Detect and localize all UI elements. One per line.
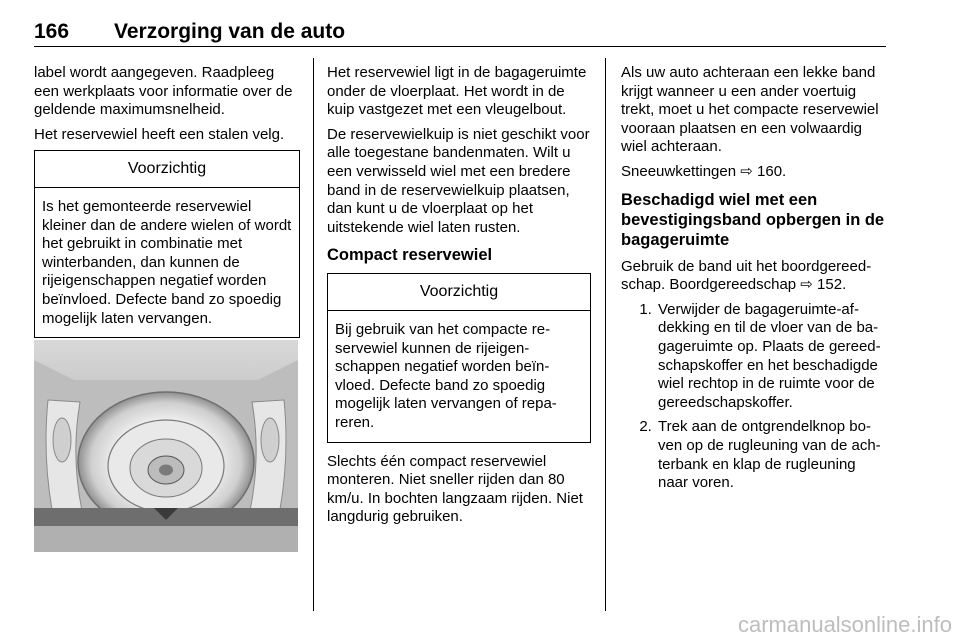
caution-body: Bij gebruik van het compacte reservewiel kunnen de rijeigenschappen negatief worden beïnvloed. Defecte band zo spoedig mogelijk laten vervangen of repareren. xyxy=(335,320,557,431)
page-header xyxy=(34,6,886,47)
caution-body: Is het gemonteerde reservewiel kleiner dan de andere wielen of wordt het gebruikt in combinatie met winterbanden, dan kunnen de rijeigenschappen negatief worden beïnvloed. Defecte band zo spoedig mogelijk laten vervangen. xyxy=(42,197,292,327)
caution-title: Voorzichtig xyxy=(328,274,590,311)
paragraph xyxy=(621,258,887,295)
paragraph-text: Sneeuwkettingen xyxy=(621,162,741,180)
section-heading: Beschadigd wiel met een bevestigingsband opbergen in de bagageruimte xyxy=(621,190,885,249)
page-reference-arrow-icon: ⇨ xyxy=(740,162,753,180)
list-item: 1. Verwijder de bagageruimte-afdekking en til de vloer van de bagageruimte op. Plaats de gereedschapskoffer en het beschadigde wiel rechtop in de ruimte voor de gereedschapskoffer. xyxy=(656,301,887,413)
page-number: 166 xyxy=(34,20,70,43)
column-divider xyxy=(605,58,606,611)
section-heading: Compact reservewiel xyxy=(327,246,493,265)
paragraph: Het reservewiel ligt in de bagageruimte onder de vloerplaat. Het wordt in de kuip vastgezet met een vleugelbout. xyxy=(327,64,587,119)
caution-box xyxy=(327,273,591,442)
paragraph xyxy=(621,163,887,182)
caution-box xyxy=(34,150,300,338)
list-item: 2. Trek aan de ontgrendelknop boven op de rugleuning van de achterbank en klap de rugleuning naar voren. xyxy=(656,418,887,492)
spare-wheel-illustration xyxy=(34,340,298,552)
paragraph: De reservewielkuip is niet geschikt voor alle toegestane bandenmaten. Wilt u een verwisseld wiel met een bredere band in de reservewielkuip plaatsen, dan kunt u de vloerplaat op het uitstekende wiel laten rusten. xyxy=(327,125,590,236)
column-divider xyxy=(313,58,314,611)
watermark: carmanualsonline.info xyxy=(737,612,952,637)
paragraph-text: Gebruik de band uit het boordgereedschap. Boordgereedschap xyxy=(621,257,872,294)
paragraph: Het reservewiel heeft een stalen velg. xyxy=(34,125,285,143)
paragraph: Als uw auto achteraan een lekke band krijgt wanneer u een ander voertuig trekt, moet u het compacte reservewiel vooraan plaatsen en een volwaardig wiel achteraan. xyxy=(621,64,879,156)
steps-list xyxy=(621,301,887,493)
caution-title: Voorzichtig xyxy=(35,151,299,188)
column-2 xyxy=(327,64,591,533)
page-reference[interactable]: 160. xyxy=(757,162,787,180)
paragraph: Slechts één compact reservewiel monteren. Niet sneller rijden dan 80 km/u. In bochten langzaam rijden. Niet langdurig gebruiken. xyxy=(327,452,583,526)
page-reference[interactable]: 152. xyxy=(817,276,847,294)
column-3 xyxy=(621,64,887,499)
paragraph: label wordt aangegeven. Raadpleeg een werkplaats voor informatie over de geldende maximumsnelheid. xyxy=(34,64,293,119)
column-1 xyxy=(34,64,300,348)
page-reference-arrow-icon: ⇨ xyxy=(800,276,813,294)
chapter-title: Verzorging van de auto xyxy=(114,20,346,43)
